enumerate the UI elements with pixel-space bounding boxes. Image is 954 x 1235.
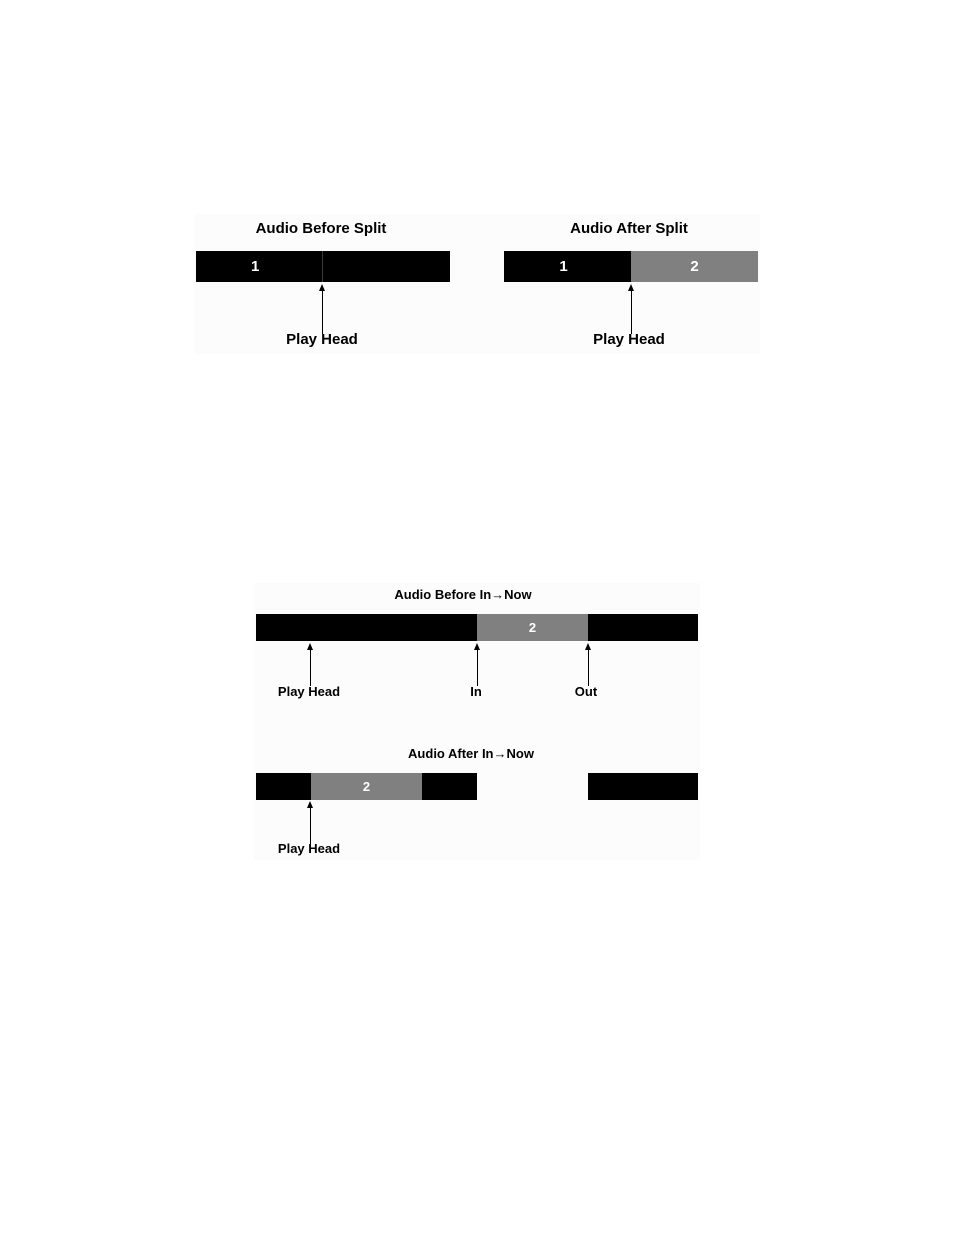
segment-2-label: 2 <box>690 258 699 275</box>
clip-shifted <box>422 773 477 800</box>
split-before-bar <box>196 251 450 282</box>
segment-1-label: 1 <box>559 258 568 275</box>
playhead-label: Play Head <box>593 331 665 348</box>
clip-before-in <box>256 614 477 641</box>
split-after-bar <box>504 251 758 282</box>
segment-2 <box>631 251 758 282</box>
split-point-line <box>322 251 323 282</box>
clip-after-out <box>588 614 698 641</box>
split-before-title: Audio Before Split <box>255 220 387 237</box>
playhead-label: Play Head <box>286 331 358 348</box>
segment-1 <box>196 251 450 282</box>
in-now-after-title: Audio After In→Now <box>408 746 534 761</box>
clip-before-playhead <box>256 773 311 800</box>
in-point-label: In <box>470 684 482 699</box>
segment-1 <box>504 251 631 282</box>
in-now-before-title: Audio Before In→Now <box>394 587 532 602</box>
split-after-title: Audio After Split <box>570 220 688 237</box>
segment-2 <box>477 614 588 641</box>
in-now-before-bar <box>256 614 698 641</box>
segment-2-label: 2 <box>528 620 537 635</box>
segment-2-label: 2 <box>362 779 371 794</box>
out-point-label: Out <box>574 684 598 699</box>
segment-1-label: 1 <box>251 258 260 275</box>
playhead-label: Play Head <box>277 841 341 856</box>
in-now-after-bar <box>256 773 698 800</box>
segment-2 <box>311 773 422 800</box>
playhead-label: Play Head <box>277 684 341 699</box>
clip-after-out <box>588 773 698 800</box>
